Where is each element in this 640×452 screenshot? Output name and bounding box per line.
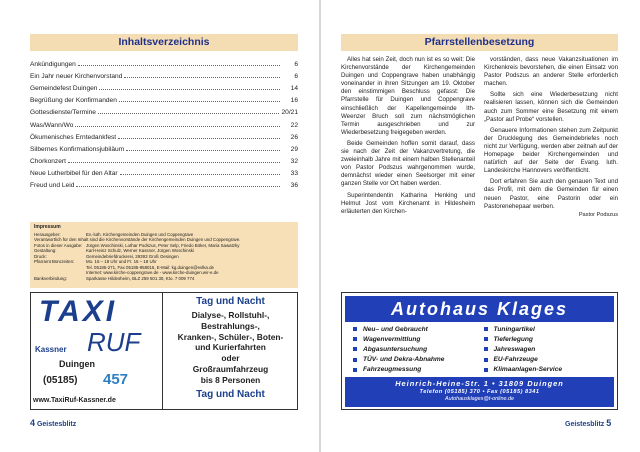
bullet-square-icon <box>353 358 357 362</box>
toc-entry-title: Freud und Leid <box>30 182 75 190</box>
toc-entry-title: Ökumenisches Erntedankfest <box>30 133 117 141</box>
article-paragraph: Sollte sich eine Wiederbesetzung nicht realisieren lassen, können sich die Gemeinden auch zum Sommer eine Besetzung mit einem „Pastor auf Probe“ vorstellen. <box>484 91 618 123</box>
impressum-key: Druck: <box>34 253 47 259</box>
taxi-phone-number: 457 <box>103 371 129 388</box>
impressum-key: Fotos in dieser Ausgabe: <box>34 242 83 248</box>
right-page-number: 5 <box>606 418 612 428</box>
toc-leader-dots <box>78 65 280 66</box>
toc-entry-page: 16 <box>290 97 298 105</box>
impressum-key: Bankverbindung: <box>34 275 67 281</box>
article-body <box>341 56 618 286</box>
toc-entry-title: Chorkonzert <box>30 157 66 165</box>
autohaus-services <box>345 324 614 376</box>
taxi-logo-area <box>31 293 161 409</box>
impressum-value: Sparkasse Hildesheim, BLZ 259 501 30, Kto. 7 009 774 <box>86 275 195 281</box>
taxi-owner: Kassner <box>35 345 67 354</box>
article-signature: Pastor Podszus <box>578 211 618 218</box>
autohaus-service-item <box>353 324 484 334</box>
article-title: Pfarrstellenbesetzung <box>341 34 618 51</box>
toc-leader-dots <box>120 174 280 175</box>
impressum-key: Herausgeber: <box>34 231 61 237</box>
article-paragraph: Genauere Informationen stehen zum Zeitpunkt der Drucklegung des Gemeindebriefes noch nicht zur Verfügung, werden aber zeitnah auf der Homepage beider Kirchengemeinden und natürlich auf der Seite der Evang. luth. Landeskirche Hannovers veröffentlicht. <box>484 126 618 175</box>
taxi-service-line: oder <box>221 353 240 364</box>
autohaus-service-item <box>353 365 484 375</box>
taxi-url-link[interactable]: www.TaxiRuf-Kassner.de <box>33 397 116 404</box>
toc-entry-page: 14 <box>290 85 298 93</box>
toc-entry-page: 29 <box>290 145 298 153</box>
article-paragraph: Dort erfahren Sie auch den genauen Text und das Profil, mit dem die Gemeinden für einen neuen Pastor, eine Pastorin oder ein Pastorenehepaar werben. <box>484 178 618 210</box>
taxi-services-area <box>163 293 298 409</box>
toc-entry-page: 36 <box>290 182 298 190</box>
bullet-square-icon <box>353 368 357 372</box>
toc-entry[interactable] <box>30 165 298 177</box>
autohaus-service-label: Tieferlegung <box>493 335 533 343</box>
article-paragraph: Alles hat sein Zeit, doch nun ist es so weit: Die Kirchenvorstände der Kirchengemeinden Duingen und Coppengrave haben unabhängig voneinander in ihren Sitzungen am 19. Oktober den einstimmigen Beschluss gefasst: Die Pfarrstelle für Duingen und Coppengrave einschließlich der Kapellengemeinde Ith-Weenzer Bruch soll zum nächstmöglichen Termin ausgeschrieben und zur Wiederbesetzung freigegeben werden. <box>341 56 475 136</box>
autohaus-service-label: Abgasuntersuchung <box>363 345 428 353</box>
autohaus-service-item <box>353 344 484 354</box>
right-folio-name: Geistesblitz <box>565 421 605 428</box>
autohaus-service-item <box>484 365 615 375</box>
left-page <box>0 0 319 452</box>
toc-leader-dots <box>75 126 280 127</box>
toc-leader-dots <box>126 150 280 151</box>
impressum-value: Jürgen Woschinski, Lothar Podszus, Peter Selp, Friedo Böker, Maria Sawatzky <box>86 242 240 248</box>
table-of-contents <box>30 56 298 189</box>
toc-entry-page: 20/21 <box>281 109 298 117</box>
taxi-service-line: Kranken-, Schüler-, Boten- <box>177 331 284 342</box>
autohaus-service-item <box>484 334 615 344</box>
taxi-brand: TAXI <box>39 295 118 328</box>
bullet-square-icon <box>484 327 488 331</box>
autohaus-service-label: TÜV- und Dekra-Abnahme <box>363 356 445 364</box>
taxi-phone-prefix: (05185) <box>43 375 78 386</box>
impressum-key: Gestaltung: <box>34 248 57 253</box>
toc-entry-page: 32 <box>290 157 298 165</box>
toc-entry-title: Gottesdienste/Termine <box>30 109 96 117</box>
autohaus-service-label: Tuningartikel <box>493 325 535 333</box>
toc-entry[interactable] <box>30 129 298 141</box>
toc-entry-page: 33 <box>290 169 298 177</box>
bullet-square-icon <box>353 327 357 331</box>
left-folio-name: Geistesblitz <box>36 421 77 428</box>
toc-entry-page: 22 <box>290 121 298 129</box>
toc-entry[interactable] <box>30 177 298 189</box>
autohaus-service-label: EU-Fahrzeuge <box>493 356 538 364</box>
bullet-square-icon <box>484 347 488 351</box>
toc-leader-dots <box>118 138 280 139</box>
article-paragraph: Beide Gemeinden hoffen somit darauf, dass sie nach der Zeit der Vakanzvertretung, die zweieinhalb Jahre mit einem halben Stellenanteil von Pastor Podszus wahrgenommen wurde, demnächst wieder einen Seelsorger mit einer ganzen Stelle vor Ort haben werden. <box>341 139 475 188</box>
taxi-ad <box>30 292 298 410</box>
autohaus-name: Autohaus Klages <box>345 296 614 322</box>
toc-entry-title: Was/Wann/Wo <box>30 121 74 129</box>
toc-entry-title: Ein Jahr neuer Kirchenvorstand <box>30 73 123 81</box>
toc-entry-title: Neue Lutherbibel für den Altar <box>30 169 118 177</box>
taxi-service-line: und Kurierfahrten <box>195 342 266 353</box>
taxi-services <box>163 310 298 386</box>
left-page-number: 4 <box>30 418 36 428</box>
impressum-line: Verantwortlich für den Inhalt sind die Kirchenvorstände der Kirchengemeinden Duingen und Coppengrave. <box>34 237 241 242</box>
bullet-square-icon <box>353 347 357 351</box>
impressum-value: Ev.-luth. Kirchengemeinden Duingen und Coppengrave <box>86 231 194 237</box>
bullet-square-icon <box>484 368 488 372</box>
taxi-footline: Tag und Nacht <box>196 388 265 400</box>
right-page <box>321 0 640 452</box>
taxi-service-line: Dialyse-, Rollstuhl-, <box>191 310 270 320</box>
autohaus-service-label: Fahrzeugmessung <box>363 366 422 374</box>
toc-entry[interactable] <box>30 68 298 80</box>
toc-entry-title: Silbernes Konfirmationsjubiläum <box>30 145 125 153</box>
taxi-service-line: Großraumfahrzeug <box>192 363 269 374</box>
impressum-value: Gemeindebriefdruckerei, 29393 Groß Oesingen <box>86 253 179 259</box>
toc-leader-dots <box>99 89 280 90</box>
toc-entry[interactable] <box>30 80 298 92</box>
autohaus-service-label: Wagenvermittlung <box>363 335 421 343</box>
taxi-ruf: RUF <box>87 327 141 357</box>
impressum-heading: Impressum <box>34 224 61 230</box>
taxi-service-line: bis 8 Personen <box>200 374 261 385</box>
left-folio <box>30 418 76 428</box>
autohaus-service-item <box>484 344 615 354</box>
article-paragraph: Superintendentin Katharina Henking und Helmut Jost vom Kirchenamt in Hildesheim erläuterten den Kirchen- <box>341 191 475 215</box>
autohaus-service-label: Klimaanlagen-Service <box>493 366 563 374</box>
toc-entry-title: Begrüßung der Konfirmanden <box>30 97 117 105</box>
toc-entry-title: Gemeindefest Duingen <box>30 85 98 93</box>
autohaus-service-item <box>353 355 484 365</box>
impressum-value: Karl-Heinz Schulz, Werner Kassner, Jürgen Woschinski <box>86 248 194 253</box>
toc-title: Inhaltsverzeichnis <box>30 34 298 51</box>
impressum-value: Mo. 16 – 18 Uhr und Fr. 16 – 18 Uhr <box>86 259 157 264</box>
autohaus-service-label: Jahreswagen <box>493 345 536 353</box>
autohaus-services-left <box>353 324 484 376</box>
autohaus-ad <box>341 292 618 410</box>
article-column-1 <box>341 56 475 286</box>
toc-entry-page: 6 <box>294 73 298 81</box>
bullet-square-icon <box>353 337 357 341</box>
toc-leader-dots <box>76 186 280 187</box>
toc-leader-dots <box>98 113 280 114</box>
toc-entry[interactable] <box>30 92 298 104</box>
toc-leader-dots <box>119 101 280 102</box>
autohaus-email[interactable]: Autohausklages@t-online.de <box>444 396 514 402</box>
toc-entry[interactable] <box>30 116 298 128</box>
impressum-key: Pfarramt Bürozeiten: <box>34 259 75 264</box>
toc-entry[interactable] <box>30 141 298 153</box>
taxi-service-line: Bestrahlungs-, <box>201 320 260 331</box>
autohaus-footer <box>345 377 614 407</box>
autohaus-service-item <box>484 324 615 334</box>
toc-entry-page: 26 <box>290 133 298 141</box>
taxi-town: Duingen <box>59 359 95 369</box>
toc-leader-dots <box>124 77 280 78</box>
autohaus-service-label: Neu– und Gebraucht <box>363 325 428 333</box>
toc-entry[interactable] <box>30 153 298 165</box>
bullet-square-icon <box>484 337 488 341</box>
taxi-headline: Tag und Nacht <box>196 296 265 307</box>
impressum-value: Tel. 05185-271, Fax 05185-958016, E-Mail: kg.duingen@evlka.de <box>86 264 214 270</box>
autohaus-address: Heinrich-Heine-Str. 1 • 31809 Duingen <box>395 379 564 388</box>
autohaus-service-item <box>353 334 484 344</box>
impressum-value: Internet: www.kirche-coppengrave.de - www.kirche-duingen.wir-e.de <box>86 270 219 275</box>
impressum-box <box>30 222 298 288</box>
article-paragraph: vorständen, dass neue Vakanzsituationen im Kirchenkreis bevorstehen, die einen Einsatz von Pastor Podszus an anderer Stelle erforderlich machen. <box>484 56 618 88</box>
autohaus-phone: Telefon (05185) 370 • Fax (05185) 8341 <box>419 389 540 395</box>
autohaus-service-item <box>484 355 615 365</box>
toc-leader-dots <box>68 162 280 163</box>
bullet-square-icon <box>484 358 488 362</box>
toc-entry[interactable] <box>30 104 298 116</box>
impressum-row <box>34 276 294 282</box>
toc-entry-title: Ankündigungen <box>30 61 76 69</box>
right-folio <box>565 418 611 428</box>
autohaus-services-right <box>484 324 615 376</box>
toc-entry[interactable] <box>30 56 298 68</box>
article-column-2 <box>484 56 618 286</box>
toc-entry-page: 6 <box>294 61 298 69</box>
